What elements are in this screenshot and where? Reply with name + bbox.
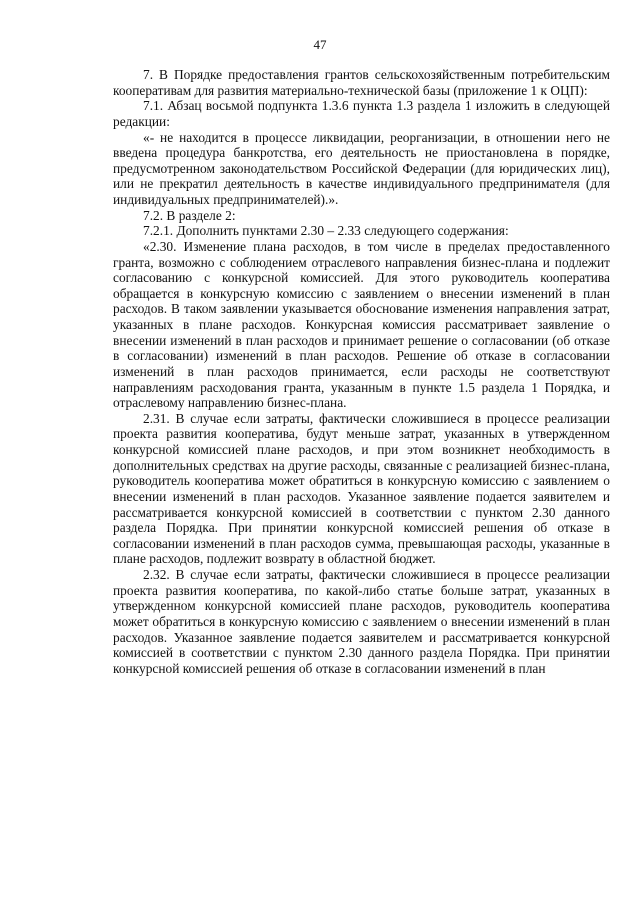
document-body — [113, 67, 610, 676]
paragraph-2-31: 2.31. В случае если затраты, фактически сложившиеся в процессе реализации проекта развития кооператива, будут меньше затрат, указанных в утвержденном конкурсной комиссией плане расходов, и при этом возникнет необходимость в дополнительных средствах на другие расходы, связанные с реализацией бизнес-плана, руководитель кооператива может обратиться в конкурсную комиссию с заявлением о внесении изменений в план расходов. Указанное заявление подается заявителем и рассматривается конкурсной комиссией в соответствии с пунктом 2.30 данного раздела Порядка. При принятии конкурсной комиссией решения об отказе в согласовании изменений в план расходов сумма, превышающая расходы, указанные в плане расходов, подлежит возврату в областной бюджет. — [113, 410, 610, 567]
paragraph-section-7: 7. В Порядке предоставления грантов сельскохозяйственным потребительским кооперативам для развития материально-технической базы (приложение 1 к ОЦП): — [113, 67, 610, 98]
paragraph-7-2-1: 7.2.1. Дополнить пунктами 2.30 – 2.33 следующего содержания: — [143, 223, 509, 239]
paragraph-2-30: «2.30. Изменение плана расходов, в том числе в пределах предоставленного гранта, возможно с соблюдением отраслевого направления бизнес-плана и подлежит согласованию с конкурсной комиссией. Для этого руководитель кооператива обращается в конкурсную комиссию с заявлением о внесении изменений в план расходов. В таком заявлении указывается обоснование изменения направления затрат, указанных в плане расходов. Конкурсная комиссия рассматривает заявление о внесении изменений в план расходов и принимает решение о согласовании (об отказе в согласовании) изменений в план расходов. Решение об отказе в согласовании изменений в план расходов принимается, если расходы не соответствуют направлениям расходования гранта, указанным в пункте 1.5 раздела 1 Порядка, и отраслевому направлению бизнес-плана. — [113, 238, 610, 411]
paragraph-quoted-paragraph: «- не находится в процессе ликвидации, реорганизации, в отношении него не введена процедура банкротства, его деятельность не приостановлена в порядке, предусмотренном законодательством Российской Федерации (для юридических лиц), или не прекратил деятельность в качестве индивидуального предпринимателя (для индивидуальных предпринимателей).». — [113, 129, 610, 207]
page-number: 47 — [313, 37, 327, 52]
paragraph-7-2: 7.2. В разделе 2: — [143, 207, 236, 223]
paragraph-2-32: 2.32. В случае если затраты, фактически сложившиеся в процессе реализации проекта развития кооператива, по какой-либо статье больше затрат, указанных в утвержденном конкурсной комиссией плане расходов, руководитель кооператива может обратиться в конкурсную комиссию с заявлением о внесении изменений в план расходов. Указанное заявление подается заявителем и рассматривается конкурсной комиссией в соответствии с пунктом 2.30 данного раздела Порядка. При принятии конкурсной комиссией решения об отказе в согласовании изменений в план — [113, 567, 610, 676]
paragraph-7-1: 7.1. Абзац восьмой подпункта 1.3.6 пункта 1.3 раздела 1 изложить в следующей редакции: — [113, 98, 610, 129]
